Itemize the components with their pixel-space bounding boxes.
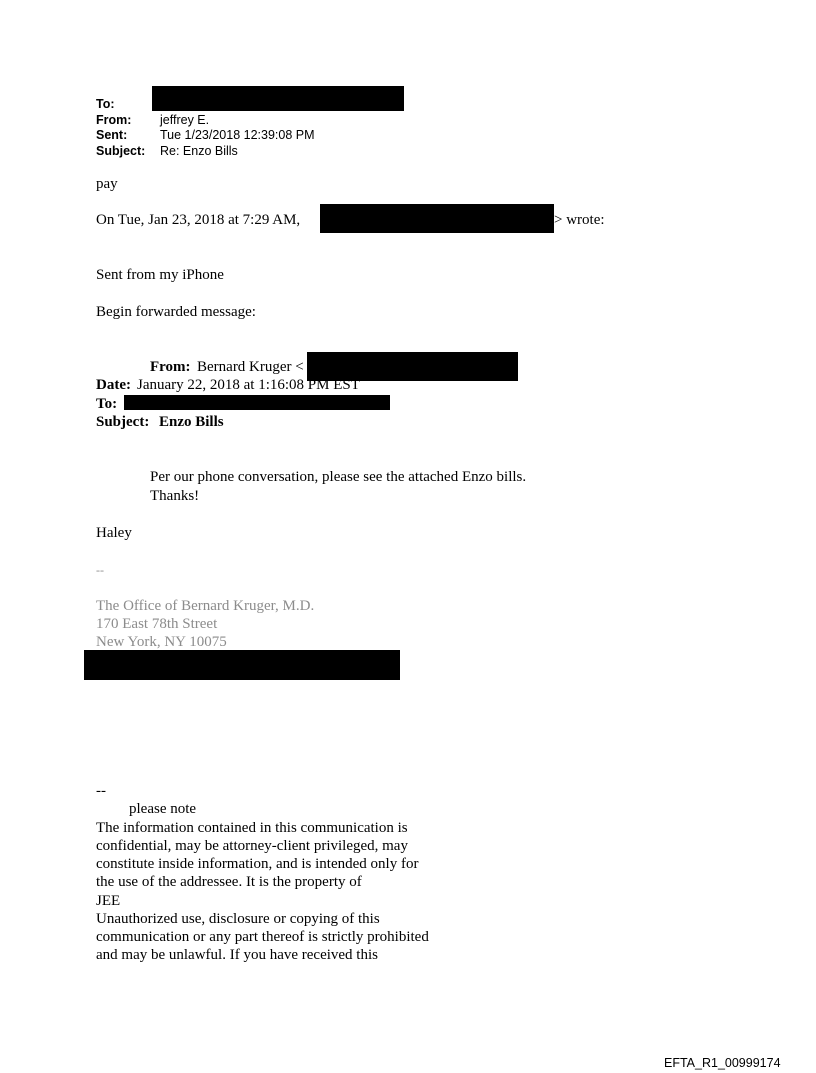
sent-from-text: Sent from my iPhone: [96, 267, 224, 283]
disclaimer-line: The information contained in this communication is: [96, 820, 408, 836]
sent-value: Tue 1/23/2018 12:39:08 PM: [160, 128, 315, 142]
disclaimer-line: JEE: [96, 893, 121, 909]
redaction-bar: [124, 395, 390, 410]
sig-separator: --: [96, 563, 104, 577]
from-label: From:: [96, 113, 132, 127]
signoff-text: Haley: [96, 525, 132, 541]
redaction-bar: [84, 650, 400, 680]
reply-text: pay: [96, 176, 118, 192]
disclaimer-line: and may be unlawful. If you have received this: [96, 947, 378, 963]
footer-separator: --: [96, 783, 106, 799]
fwd-message-line: Thanks!: [150, 488, 200, 504]
redaction-bar: [152, 86, 404, 111]
disclaimer-line: constitute inside information, and is intended only for: [96, 856, 419, 872]
fwd-subject-value: Enzo Bills: [159, 414, 224, 430]
bates-number: EFTA_R1_00999174: [664, 1056, 781, 1070]
fwd-subject-label: Subject:: [96, 414, 150, 430]
sent-label: Sent:: [96, 128, 128, 142]
redaction-bar: [320, 204, 554, 233]
quote-intro-suffix: > wrote:: [554, 212, 605, 228]
sig-street: 170 East 78th Street: [96, 616, 218, 632]
quote-intro-prefix: On Tue, Jan 23, 2018 at 7:29 AM,: [96, 212, 301, 228]
footer-note: please note: [129, 801, 197, 817]
disclaimer-line: the use of the addressee. It is the property of: [96, 874, 362, 890]
fwd-date-label: Date:: [96, 377, 131, 393]
disclaimer-line: communication or any part thereof is strictly prohibited: [96, 929, 429, 945]
subject-value: Re: Enzo Bills: [160, 144, 238, 158]
fwd-from-label: From:: [150, 359, 191, 375]
sig-city: New York, NY 10075: [96, 634, 227, 650]
disclaimer-line: confidential, may be attorney-client privileged, may: [96, 838, 408, 854]
fwd-date-value: January 22, 2018 at 1:16:08 PM EST: [137, 377, 360, 393]
fwd-message-line: Per our phone conversation, please see the attached Enzo bills.: [150, 469, 527, 485]
disclaimer-line: Unauthorized use, disclosure or copying of this: [96, 911, 380, 927]
begin-forwarded-text: Begin forwarded message:: [96, 304, 256, 320]
sig-office: The Office of Bernard Kruger, M.D.: [96, 598, 315, 614]
subject-label: Subject:: [96, 144, 146, 158]
fwd-to-label: To:: [96, 396, 118, 412]
from-value: jeffrey E.: [160, 113, 210, 127]
to-label: To:: [96, 97, 115, 111]
fwd-from-value: Bernard Kruger <: [197, 359, 304, 375]
